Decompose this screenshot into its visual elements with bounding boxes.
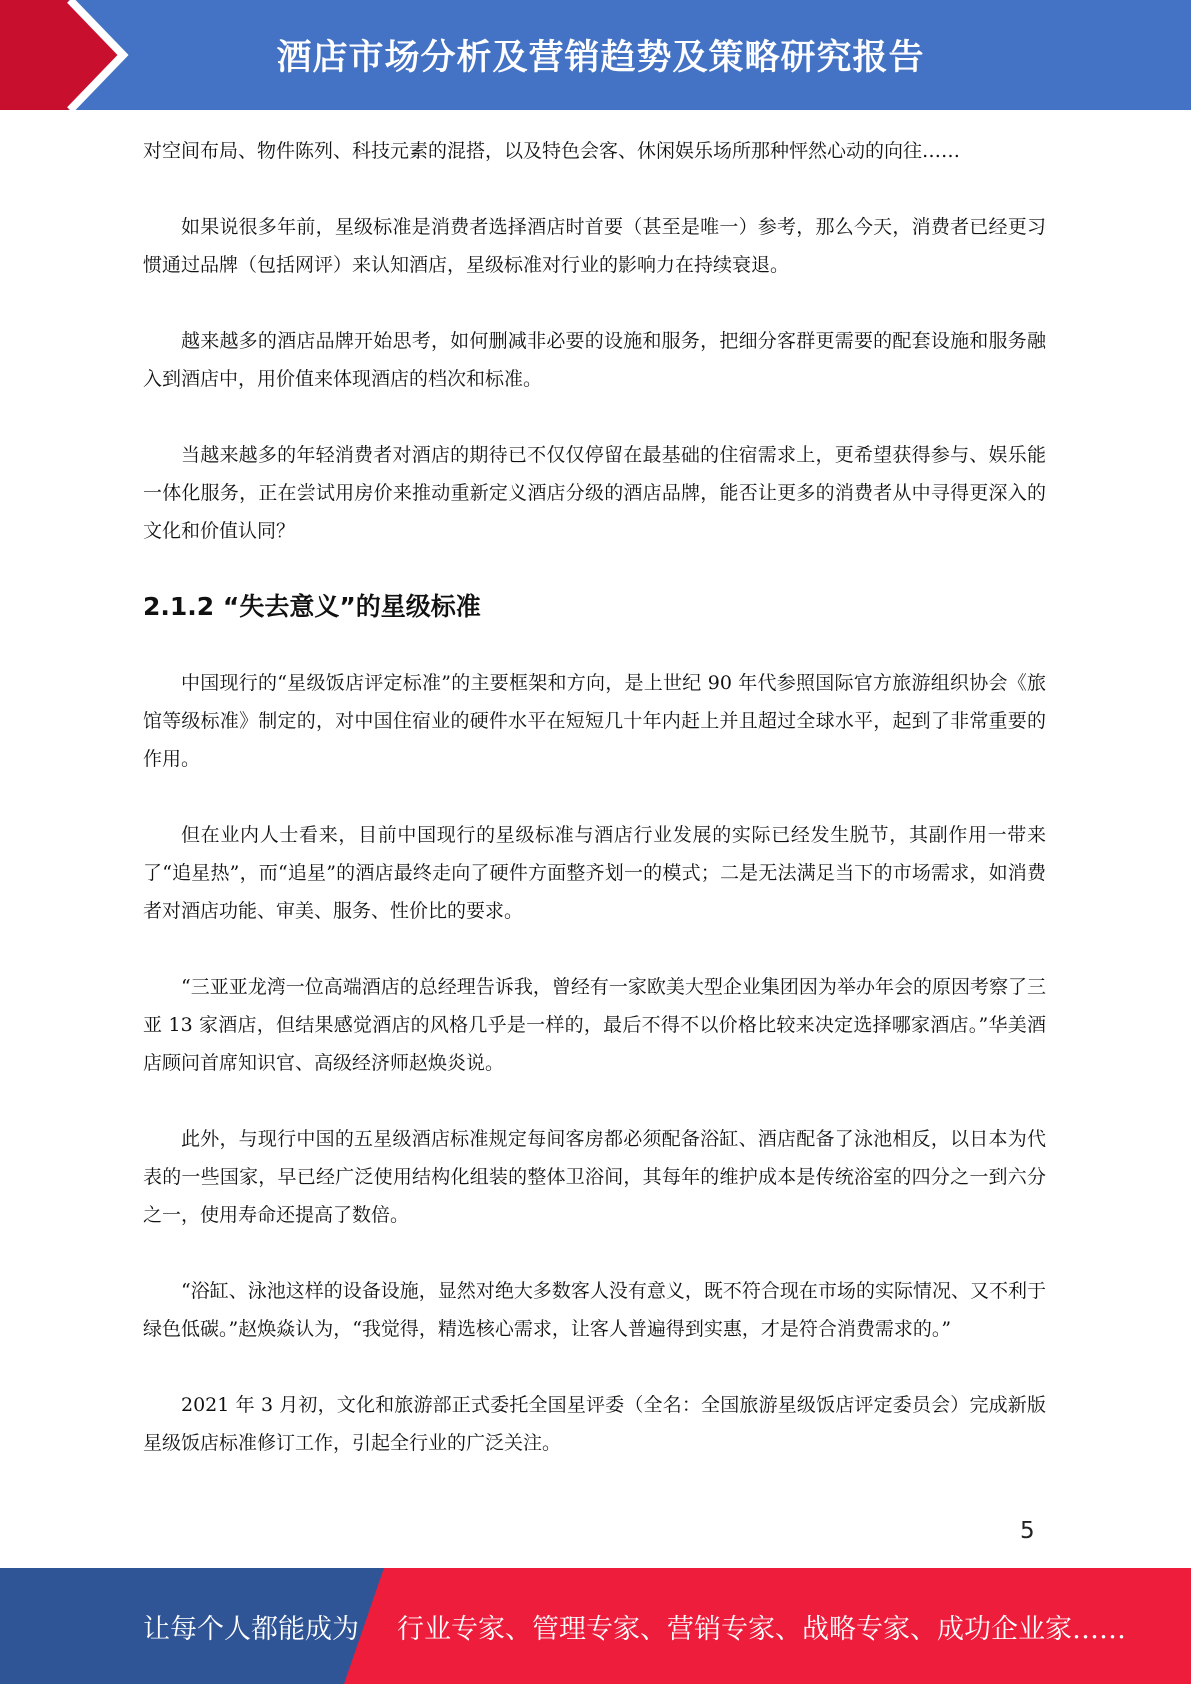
page-header	[0, 0, 1191, 110]
footer-slogan-right: 行业专家、管理专家、营销专家、战略专家、成功企业家……	[397, 1613, 1126, 1645]
paragraph-4: 当越来越多的年轻消费者对酒店的期待已不仅仅停留在最基础的住宿需求上，更希望获得参与、娱乐能一体化服务，正在尝试用房价来推动重新定义酒店分级的酒店品牌，能否让更多的消费者从中寻得更深入的文化和价值认同？	[143, 444, 1046, 542]
section-heading: 2.1.2 “失去意义”的星级标准	[143, 592, 481, 621]
paragraph-3: 越来越多的酒店品牌开始思考，如何删减非必要的设施和服务，把细分客群更需要的配套设施和服务融入到酒店中，用价值来体现酒店的档次和标准。	[143, 330, 1046, 390]
paragraph-1: 对空间布局、物件陈列、科技元素的混搭，以及特色会客、休闲娱乐场所那种怦然心动的向往……	[143, 140, 961, 162]
page-footer	[0, 1568, 1191, 1684]
paragraph-6: 但在业内人士看来，目前中国现行的星级标准与酒店行业发展的实际已经发生脱节，其副作用一带来了“追星热”，而“追星”的酒店最终走向了硬件方面整齐划一的模式；二是无法满足当下的市场需求，如消费者对酒店功能、审美、服务、性价比的要求。	[143, 824, 1046, 922]
paragraph-5: 中国现行的“星级饭店评定标准”的主要框架和方向，是上世纪 90 年代参照国际官方旅游组织协会《旅馆等级标准》制定的，对中国住宿业的硬件水平在短短几十年内赶上并且超过全球水平，起到了非常重要的作用。	[143, 672, 1046, 770]
paragraph-2: 如果说很多年前，星级标准是消费者选择酒店时首要（甚至是唯一）参考，那么今天，消费者已经更习惯通过品牌（包括网评）来认知酒店，星级标准对行业的影响力在持续衰退。	[143, 216, 1046, 276]
header-title: 酒店市场分析及营销趋势及策略研究报告	[276, 38, 925, 78]
page-number: 5	[1020, 1518, 1035, 1544]
paragraph-7: “三亚亚龙湾一位高端酒店的总经理告诉我，曾经有一家欧美大型企业集团因为举办年会的原因考察了三亚 13 家酒店，但结果感觉酒店的风格几乎是一样的，最后不得不以价格比较来决定选择哪家酒店。”华美酒店顾问首席知识官、高级经济师赵焕炎说。	[143, 976, 1046, 1074]
paragraph-10: 2021 年 3 月初，文化和旅游部正式委托全国星评委（全名：全国旅游星级饭店评定委员会）完成新版星级饭店标准修订工作，引起全行业的广泛关注。	[143, 1394, 1046, 1454]
document-body	[143, 132, 1046, 1462]
paragraph-9: “浴缸、泳池这样的设备设施，显然对绝大多数客人没有意义，既不符合现在市场的实际情况、又不利于绿色低碳。”赵焕焱认为，“我觉得，精选核心需求，让客人普遍得到实惠，才是符合消费需求的。”	[143, 1280, 1046, 1340]
footer-slogan-left: 让每个人都能成为	[143, 1613, 359, 1645]
paragraph-8: 此外，与现行中国的五星级酒店标准规定每间客房都必须配备浴缸、酒店配备了泳池相反，以日本为代表的一些国家，早已经广泛使用结构化组装的整体卫浴间，其每年的维护成本是传统浴室的四分之一到六分之一，使用寿命还提高了数倍。	[143, 1128, 1046, 1226]
